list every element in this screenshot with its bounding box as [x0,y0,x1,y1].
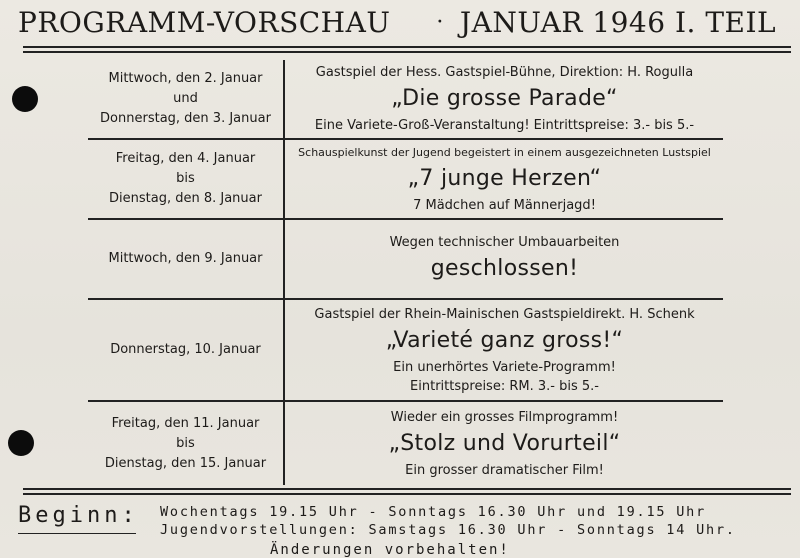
program-row [88,140,723,218]
begin-weekdays: Wochentags 19.15 Uhr - Sonntags 16.30 Uhr und 19.15 Uhr [160,504,707,520]
date-line: Dienstag, den 8. Januar [109,191,262,206]
event-detail: Ein unerhörtes Variete-Programm! [393,359,616,375]
event-detail: Eintrittspreise: RM. 3.- bis 5.- [410,378,599,394]
footer-rule [23,488,791,495]
page-header [18,2,798,42]
row-description [286,402,723,485]
row-description [286,220,723,298]
date-line: bis [176,435,195,451]
event-intro: Wegen technischer Umbauarbeiten [389,234,620,250]
header-rule [23,46,791,53]
event-detail: Ein grosser dramatischer Film! [405,462,604,478]
header-bullet: · [436,9,444,35]
event-title: „Varieté ganz gross!“ [385,327,624,353]
begin-underline [18,533,136,534]
date-line: Freitag, den 11. Januar [111,415,260,431]
event-intro: Wieder ein grosses Filmprogramm! [390,409,619,425]
event-detail: 7 Mädchen auf Männerjagd! [413,198,596,213]
row-date [88,140,283,218]
row-description [286,140,723,218]
date-line: Mittwoch, den 2. Januar [108,71,263,86]
program-row [88,220,723,298]
event-title: „7 junge Herzen“ [407,166,602,191]
event-intro: Gastspiel der Hess. Gastspiel-Bühne, Direktion: H. Rogulla [315,65,694,80]
event-intro: Gastspiel der Rhein-Mainischen Gastspieldirekt. H. Schenk [314,306,695,322]
date-line: und [173,91,198,106]
changes-note: Änderungen vorbehalten! [270,542,510,558]
begin-label: Beginn: [18,503,139,528]
event-detail: Eine Variete-Groß-Veranstaltung! Eintrittspreise: 3.- bis 5.- [314,118,695,133]
program-table [88,60,723,485]
punch-hole-top [12,86,38,112]
date-line: Donnerstag, den 3. Januar [100,111,271,126]
row-description [286,60,723,138]
row-date [88,402,283,485]
date-line: Donnerstag, 10. Januar [110,342,261,357]
date-line: bis [176,171,195,186]
event-title: geschlossen! [430,255,579,281]
header-month: JANUAR 1946 I. TEIL [459,5,777,39]
date-line: Dienstag, den 15. Januar [104,455,267,471]
row-date [88,60,283,138]
program-row [88,402,723,485]
program-row [88,300,723,400]
row-date [88,300,283,400]
event-intro: Schauspielkunst der Jugend begeistert in einem ausgezeichneten Lustspiel [298,146,711,159]
date-line: Freitag, den 4. Januar [115,151,256,166]
row-date [88,220,283,298]
program-row [88,60,723,138]
event-title: „Stolz und Vorurteil“ [388,430,621,456]
page-title: PROGRAMM-VORSCHAU [18,5,391,39]
begin-youth: Jugendvorstellungen: Samstags 16.30 Uhr - Sonntags 14 Uhr. [160,522,736,538]
date-line: Mittwoch, den 9. Januar [108,251,263,266]
row-description [286,300,723,400]
event-title: „Die grosse Parade“ [391,86,618,111]
punch-hole-bottom [8,430,34,456]
